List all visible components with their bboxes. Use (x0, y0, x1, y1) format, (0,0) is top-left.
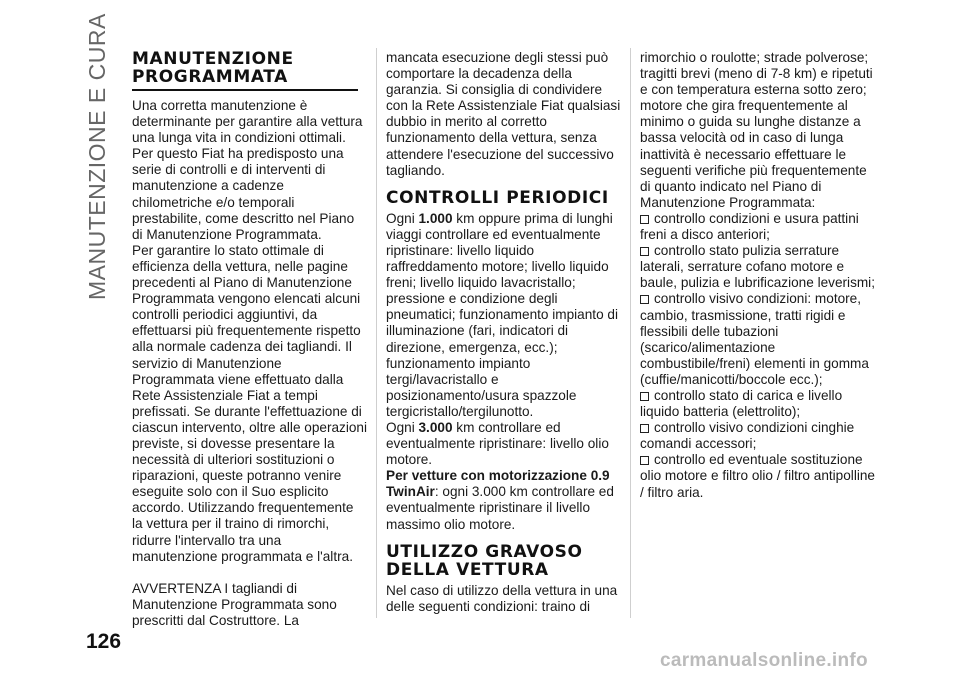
paragraph: Per vetture con motorizzazione 0.9 TwinAir: ogni 3.000 km controllare ed eventualmente ripristinare il livello massimo olio motore. (386, 468, 614, 532)
column-3 (640, 50, 875, 501)
paragraph: Per garantire lo stato ottimale di efficienza della vettura, nelle pagine precedenti al Piano di Manutenzione Programmata vengono elencati alcuni controlli periodici aggiuntivi, da effettuarsi più frequentemente rispetto alla normale cadenza dei tagliandi. Il servizio di Manutenzione Programmata viene effettuato dalla Rete Assistenziale Fiat a tempi prefissati. Se durante l'effettuazione di ciascun intervento, oltre alle operazioni previste, si dovesse presentare la necessità di ulteriori sostituzioni o riparazioni, queste potranno venire eseguite solo con il Suo esplicito accordo. Utilizzando frequentemente la vettura per il traino di rimorchi, ridurre l'intervallo tra una manutenzione programmata e l'altra. (132, 242, 368, 564)
heading-controlli-periodici: CONTROLLI PERIODICI (386, 187, 609, 208)
checkbox-bullet-icon (640, 456, 649, 465)
checkbox-bullet-icon (640, 295, 649, 304)
checkbox-bullet-icon (640, 247, 649, 256)
list-item: controllo stato di carica e livello liquido batteria (elettrolito); (640, 387, 843, 420)
paragraph: mancata esecuzione degli stessi può comportare la decadenza della garanzia. Si consiglia di condividere con la Rete Assistenziale Fiat qualsiasi dubbio in merito al corretto funzionamento della vettura, senza attendere l'esecuzione del successivo tagliando. (386, 50, 621, 178)
paragraph: Ogni 1.000 km oppure prima di lunghi viaggi controllare ed eventualmente ripristinare: livello liquido raffreddamento motore; livello liquido freni; livello liquido lavacristallo; pressione e condizione degli pneumatici; funzionamento impianto di illuminazione (fari, indicatori di direzione, emergenza, ecc.); funzionamento impianto tergi/lavacristallo e posizionamento/usura spazzole tergicristallo/tergilunotto. (386, 210, 618, 419)
heading-utilizzo-gravoso: UTILIZZO GRAVOSO (386, 541, 583, 562)
heading-della-vettura: DELLA VETTURA (386, 559, 549, 580)
paragraph: rimorchio o roulotte; strade polverose; tragitti brevi (meno di 7-8 km) e ripetuti e con temperatura esterna sotto zero; motore che gira frequentemente al minimo o guida su lunghe distanze a bassa velocità od in caso di lunga inattività è necessario effettuare le seguenti verifiche più frequentemente di quanto indicato nel Piano di Manutenzione Programmata: (640, 50, 873, 210)
warning-paragraph: AVVERTENZA I tagliandi di Manutenzione Programmata sono prescritti dal Costruttore. La (132, 580, 337, 628)
checkbox-bullet-icon (640, 424, 649, 433)
watermark: carmanualsonline.info (660, 650, 868, 671)
checkbox-bullet-icon (640, 215, 649, 224)
section-side-title: MANUTENZIONE E CURA (84, 13, 110, 300)
checkbox-bullet-icon (640, 392, 649, 401)
list-item: controllo condizioni e usura pattini freni a disco anteriori; (640, 210, 859, 243)
list-item: controllo stato pulizia serrature laterali, serrature cofano motore e baule, pulizia e lubrificazione leverismi; (640, 243, 875, 291)
heading-rule (132, 89, 358, 91)
column-2 (386, 50, 621, 615)
column-divider (630, 48, 631, 618)
paragraph: Una corretta manutenzione è determinante per garantire alla vettura una lunga vita in condizioni ottimali. Per questo Fiat ha predisposto una serie di controlli e di interventi di manutenzione a cadenze chilometriche e/o temporali prestabilite, come descritto nel Piano di Manutenzione Programmata. (132, 98, 363, 242)
column-divider (376, 48, 377, 618)
list-item: controllo visivo condizioni cinghie comandi accessori; (640, 420, 855, 452)
column-1 (132, 50, 367, 629)
heading-programmata: PROGRAMMATA (132, 67, 288, 87)
page-number: 126 (86, 630, 122, 653)
list-item: controllo visivo condizioni: motore, cambio, trasmissione, tratti rigidi e flessibili delle tubazioni (scarico/alimentazione combustibile/freni) elementi in gomma (cuffie/manicotti/boccole ecc.); (640, 291, 869, 387)
paragraph: Ogni 3.000 km controllare ed eventualmente ripristinare: livello olio motore. (386, 419, 609, 468)
heading-manutenzione: MANUTENZIONE (132, 49, 294, 69)
list-item: controllo ed eventuale sostituzione olio motore e filtro olio / filtro antipolline / filtro aria. (640, 452, 875, 500)
paragraph: Nel caso di utilizzo della vettura in una delle seguenti condizioni: traino di (386, 582, 618, 614)
